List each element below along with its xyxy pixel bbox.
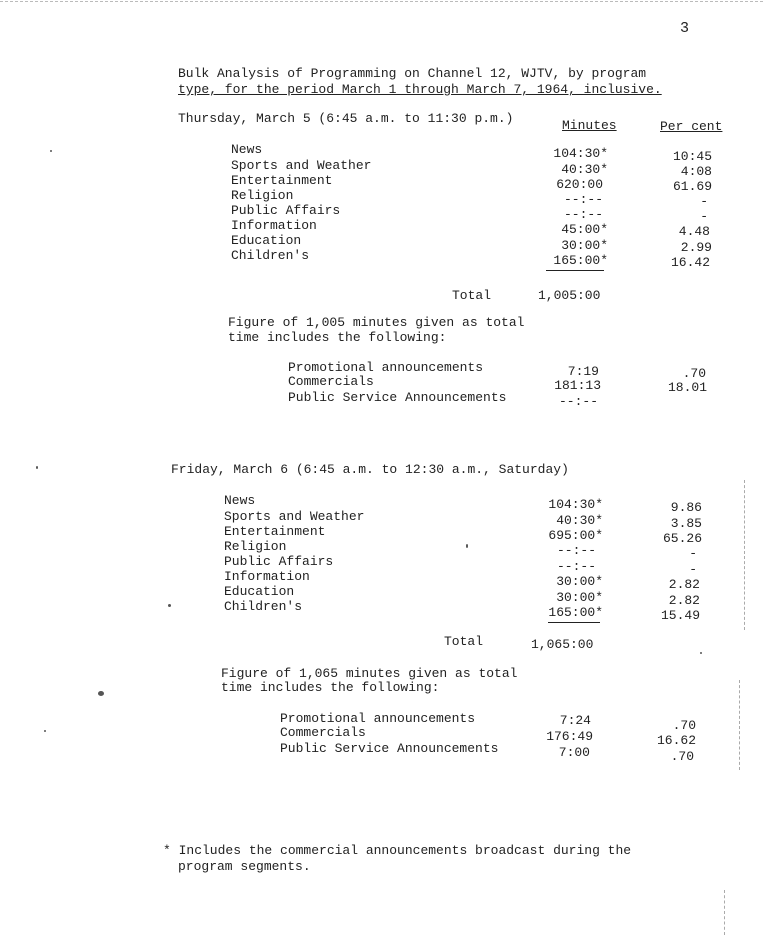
- row-label: Entertainment: [224, 524, 326, 539]
- row-minutes: 7:00: [558, 745, 590, 760]
- row-label: News: [224, 493, 256, 508]
- row-label: Promotional announcements: [280, 711, 476, 726]
- row-label: Children's: [224, 599, 303, 614]
- row-percent: 2.99: [680, 240, 712, 255]
- row-percent: 16.42: [670, 255, 710, 270]
- row-minutes: 30:00*: [561, 238, 608, 253]
- scan-speck: [50, 150, 52, 152]
- row-label: Religion: [231, 188, 294, 203]
- report-heading-line1: Bulk Analysis of Programming on Channel 12, WJTV, by program: [178, 66, 647, 81]
- row-percent: 3.85: [670, 516, 702, 531]
- row-percent: .70: [670, 749, 694, 764]
- row-label: Commercials: [280, 725, 366, 740]
- row-percent: 65.26: [662, 531, 702, 546]
- thursday-total-value: 1,005:00: [538, 288, 601, 303]
- row-minutes: --:--: [556, 559, 596, 574]
- row-percent: .70: [672, 718, 696, 733]
- scan-edge-mark: [744, 480, 745, 630]
- row-minutes: 40:30*: [556, 513, 603, 528]
- friday-total-label: Total: [444, 634, 484, 649]
- row-percent: 4.48: [678, 224, 710, 239]
- page-number: 3: [680, 20, 690, 37]
- row-label: Public Service Announcements: [280, 741, 499, 756]
- total-underline: [546, 270, 604, 271]
- row-label: Sports and Weather: [231, 158, 372, 173]
- scan-speck: [98, 691, 104, 696]
- row-minutes: 165:00*: [553, 253, 608, 268]
- row-minutes: 30:00*: [556, 590, 603, 605]
- row-minutes: 7:24: [559, 713, 591, 728]
- thursday-note-line1: Figure of 1,005 minutes given as total: [228, 315, 525, 330]
- row-minutes: 104:30*: [548, 497, 603, 512]
- minutes-column-header: Minutes: [562, 118, 617, 133]
- row-minutes: --:--: [556, 543, 596, 558]
- row-label: Public Service Announcements: [288, 390, 507, 405]
- row-label: Information: [231, 218, 317, 233]
- row-percent: 2.82: [668, 577, 700, 592]
- row-label: Commercials: [288, 374, 374, 389]
- footnote-line1: * Includes the commercial announcements broadcast during the: [163, 843, 632, 858]
- friday-title: Friday, March 6 (6:45 a.m. to 12:30 a.m., Saturday): [171, 462, 569, 477]
- row-percent: -: [700, 194, 708, 209]
- row-percent: 4:08: [680, 164, 712, 179]
- scan-edge-mark: [724, 890, 725, 935]
- row-label: Public Affairs: [224, 554, 334, 569]
- row-label: Entertainment: [231, 173, 333, 188]
- footnote-line2: program segments.: [178, 859, 311, 874]
- percent-column-header: Per cent: [660, 119, 723, 134]
- row-minutes: 165:00*: [548, 605, 603, 620]
- scan-speck: [44, 730, 46, 732]
- row-minutes: --:--: [558, 394, 598, 409]
- row-label: News: [231, 142, 263, 157]
- row-minutes: 181:13: [554, 378, 601, 393]
- friday-total-value: 1,065:00: [531, 637, 594, 652]
- row-label: Promotional announcements: [288, 360, 484, 375]
- page-top-border: [0, 1, 763, 2]
- row-percent: 61.69: [672, 179, 712, 194]
- row-minutes: 30:00*: [556, 574, 603, 589]
- row-percent: 2.82: [668, 593, 700, 608]
- row-minutes: 40:30*: [561, 162, 608, 177]
- row-minutes: 695:00*: [548, 528, 603, 543]
- scan-speck: [466, 544, 468, 548]
- row-percent: -: [700, 209, 708, 224]
- row-minutes: 45:00*: [561, 222, 608, 237]
- scan-edge-mark: [739, 680, 740, 770]
- row-label: Sports and Weather: [224, 509, 365, 524]
- thursday-total-label: Total: [452, 288, 492, 303]
- row-minutes: 104:30*: [553, 146, 608, 161]
- scan-speck: [36, 466, 38, 469]
- row-minutes: --:--: [563, 192, 603, 207]
- row-label: Education: [224, 584, 295, 599]
- row-label: Children's: [231, 248, 310, 263]
- row-percent: -: [689, 562, 697, 577]
- row-percent: 9.86: [670, 500, 702, 515]
- row-label: Public Affairs: [231, 203, 341, 218]
- row-percent: -: [689, 546, 697, 561]
- friday-note-line2: time includes the following:: [221, 680, 440, 695]
- row-percent: 15.49: [660, 608, 700, 623]
- row-percent: .70: [682, 366, 706, 381]
- row-label: Information: [224, 569, 310, 584]
- row-minutes: 620:00: [556, 177, 603, 192]
- scan-speck: [168, 604, 171, 607]
- friday-note-line1: Figure of 1,065 minutes given as total: [221, 666, 518, 681]
- row-minutes: 7:19: [567, 364, 599, 379]
- total-underline: [548, 622, 600, 623]
- thursday-note-line2: time includes the following:: [228, 330, 447, 345]
- thursday-title: Thursday, March 5 (6:45 a.m. to 11:30 p.m.): [178, 111, 514, 126]
- row-label: Education: [231, 233, 302, 248]
- row-percent: 16.62: [656, 733, 696, 748]
- row-label: Religion: [224, 539, 287, 554]
- row-minutes: 176:49: [546, 729, 593, 744]
- row-percent: 10:45: [672, 149, 712, 164]
- row-minutes: --:--: [563, 207, 603, 222]
- report-heading-line2: type, for the period March 1 through March 7, 1964, inclusive.: [178, 82, 662, 97]
- scan-speck: [700, 652, 702, 654]
- row-percent: 18.01: [667, 380, 707, 395]
